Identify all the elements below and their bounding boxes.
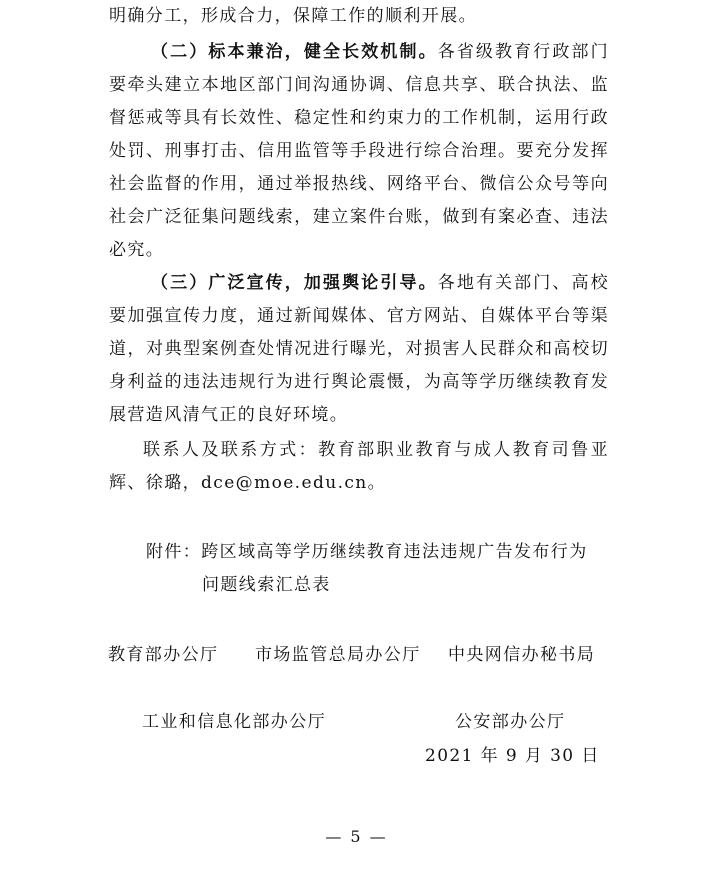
section-3-paragraph <box>109 267 609 432</box>
attachment-line-2: 问题线索汇总表 <box>202 575 331 595</box>
section-2-paragraph <box>109 36 609 267</box>
page-number: — 5 — <box>325 827 388 846</box>
paragraph-tail: 明确分工，形成合力，保障工作的顺利开展。 <box>109 6 477 26</box>
section-3-heading: （三）广泛宣传，加强舆论引导。 <box>151 273 438 293</box>
signatory-samr-office: 市场监管总局办公厅 <box>255 645 421 665</box>
section-3-body: 各地有关部门、高校要加强宣传力度，通过新闻媒体、官方网站、自媒体平台等渠道，对典型案例查处情况进行曝光，对损害人民群众和高校切身利益的违法违规行为进行舆论震慑，为高等学历继续教育发展营造风清气正的良好环境。 <box>109 273 610 425</box>
contact-paragraph: 联系人及联系方式：教育部职业教育与成人教育司鲁亚辉、徐璐，dce@moe.edu.cn。 <box>109 440 609 493</box>
signatory-cac-secretariat: 中央网信办秘书局 <box>448 645 596 665</box>
signatory-miit-office: 工业和信息化部办公厅 <box>142 712 326 732</box>
section-2-heading: （二）标本兼治，健全长效机制。 <box>151 42 438 62</box>
attachment-line-1: 附件：跨区域高等学历继续教育违法违规广告发布行为 <box>146 542 588 562</box>
attachment-note <box>146 536 616 602</box>
signatory-moe-office: 教育部办公厅 <box>108 645 219 665</box>
section-2-body: 各省级教育行政部门要牵头建立本地区部门间沟通协调、信息共享、联合执法、监督惩戒等具有长效性、稳定性和约束力的工作机制，运用行政处罚、刑事打击、信用监管等手段进行综合治理。要充分发挥社会监督的作用，通过举报热线、网络平台、微信公众号等向社会广泛征集问题线索，建立案件台账，做到有案必查、违法必究。 <box>109 42 610 260</box>
signatory-mps-office: 公安部办公厅 <box>455 712 566 732</box>
document-date: 2021 年 9 月 30 日 <box>425 746 600 766</box>
